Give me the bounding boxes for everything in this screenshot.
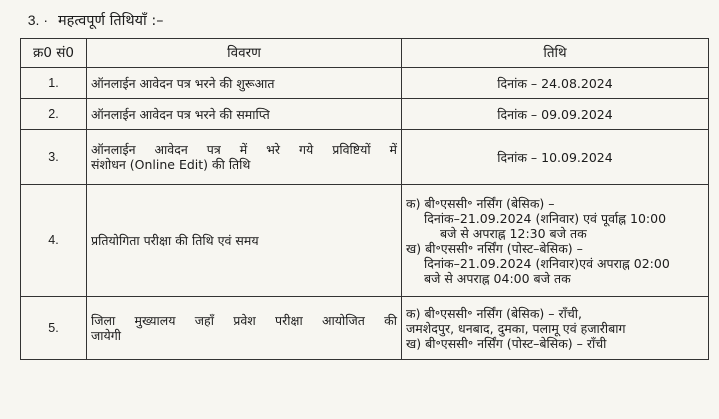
row-exam-districts [402, 297, 709, 360]
schedule-line: बजे से अपराह्न 12:30 बजे तक [440, 225, 587, 241]
row-description [87, 185, 402, 297]
header-description: विवरण [87, 39, 402, 68]
date-line: दिनांक – 10.09.2024 [497, 149, 613, 165]
table-row [21, 68, 709, 99]
schedule-line: दिनांक–21.09.2024 (शनिवार) एवं पूर्वाह्न 10:00 [424, 210, 667, 226]
section-number: 3. · [27, 12, 48, 28]
table-row [21, 185, 709, 297]
section-heading [0, 8, 164, 32]
district-line: ख) बी॰एससी॰ नर्सिंग (पोस्ट–बेसिक) – राँची [406, 335, 607, 351]
schedule-line: ख) बी॰एससी॰ नर्सिंग (पोस्ट–बेसिक) – [406, 240, 583, 256]
description-line: संशोधन (Online Edit) की तिथि [91, 157, 251, 172]
description-line: जायेगी [91, 328, 122, 343]
schedule-line: क) बी॰एससी॰ नर्सिंग (बेसिक) – [406, 195, 555, 211]
row-date [402, 68, 709, 99]
row-description [87, 68, 402, 99]
row-date [402, 130, 709, 185]
row-serial-number: 2. [21, 99, 87, 130]
schedule-line: बजे से अपराह्न 04:00 बजे तक [424, 270, 571, 286]
row-description [87, 130, 402, 185]
district-line: जमशेदपुर, धनबाद, दुमका, पलामू एवं हजारीबाग [406, 320, 626, 336]
row-date [402, 99, 709, 130]
description-line: ऑनलाईन आवेदन पत्र में भरे गये प्रविष्टियों में [91, 142, 397, 157]
schedule-line: दिनांक–21.09.2024 (शनिवार)एवं अपराह्न 02:00 [424, 255, 670, 271]
header-serial-number: क्र0 सं0 [21, 39, 87, 68]
table-row [21, 130, 709, 185]
description-line: जिला मुख्यालय जहाँ प्रवेश परीक्षा आयोजित की [91, 313, 397, 328]
row-description [87, 297, 402, 360]
description-line: ऑनलाईन आवेदन पत्र भरने की समाप्ति [91, 106, 270, 122]
date-line: दिनांक – 24.08.2024 [497, 75, 613, 91]
row-serial-number: 5. [21, 297, 87, 360]
row-serial-number: 1. [21, 68, 87, 99]
description-line: ऑनलाईन आवेदन पत्र भरने की शुरूआत [91, 75, 275, 91]
table-row [21, 297, 709, 360]
row-exam-schedule [402, 185, 709, 297]
date-line: दिनांक – 09.09.2024 [497, 106, 613, 122]
row-serial-number: 3. [21, 130, 87, 185]
important-dates-table [20, 38, 709, 360]
row-serial-number: 4. [21, 185, 87, 297]
header-date: तिथि [402, 39, 709, 68]
description-line: प्रतियोगिता परीक्षा की तिथि एवं समय [91, 233, 259, 248]
row-description [87, 99, 402, 130]
table-header-row [21, 39, 709, 68]
section-title: महत्वपूर्ण तिथियाँ :– [58, 13, 164, 29]
table-row [21, 99, 709, 130]
district-line: क) बी॰एससी॰ नर्सिंग (बेसिक) – राँची, [406, 305, 583, 321]
